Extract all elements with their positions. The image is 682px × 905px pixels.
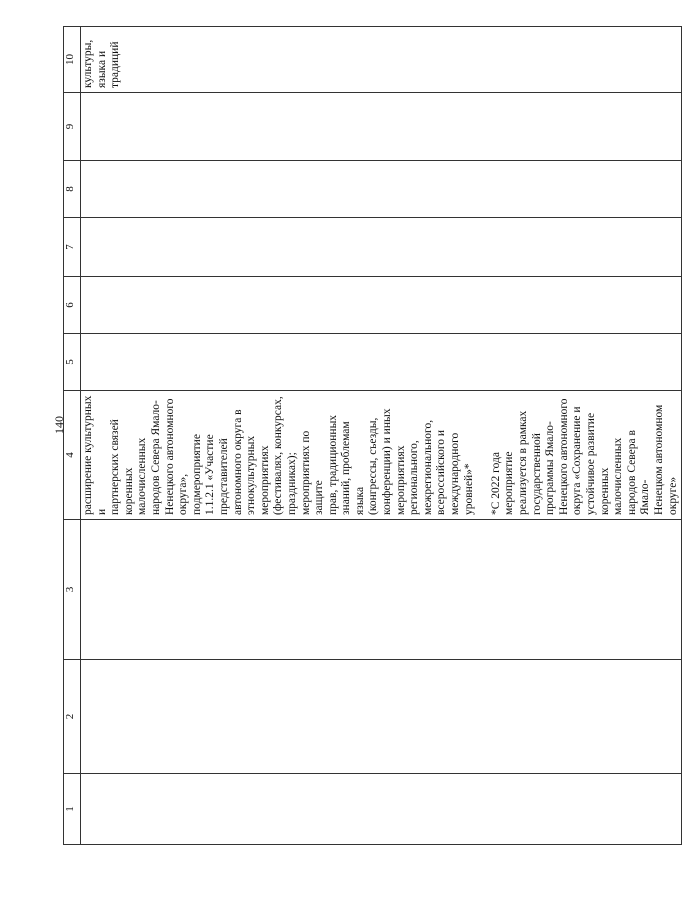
column-header-8: 8	[64, 161, 81, 218]
column-header-3: 3	[64, 520, 81, 660]
column-header-5: 5	[64, 334, 81, 391]
cell-col-6	[81, 277, 682, 334]
cell-col-8	[81, 161, 682, 218]
cell-col-10: культуры, языка и традиций	[81, 27, 682, 93]
table-container	[63, 27, 679, 845]
column-header-1: 1	[64, 774, 81, 845]
column-header-2: 2	[64, 660, 81, 774]
cell-col-5	[81, 334, 682, 391]
table-row	[81, 27, 682, 845]
cell-col-9	[81, 93, 682, 161]
page-number: 140	[52, 416, 66, 434]
cell-col-7	[81, 218, 682, 277]
cell-col-1	[81, 774, 682, 845]
column-header-4: 4	[64, 391, 81, 520]
data-table	[63, 26, 682, 845]
column-header-10: 10	[64, 27, 81, 93]
header-row	[64, 27, 81, 845]
column-header-7: 7	[64, 218, 81, 277]
column-header-9: 9	[64, 93, 81, 161]
cell-col-3	[81, 520, 682, 660]
cell-col-2	[81, 660, 682, 774]
cell-col-4: расширение культурных и партнерских связей коренных малочисленных народов Севера Ямало- Ненецкого автономного округа», подмероприятие 1.1.2.1 «Участие представителей автономного округа в этнокультурных мероприятиях (фестивалях, конкурсах, праздниках); мероприятиях по защите прав, традиционных знаний, проблемам языка (конгрессы, съезды, конференции) и иных мероприятиях регионального, межрегионального, всероссийского и международного уровней»* *С 2022 года мероприятие реализуется в рамках государственной программы Ямало- Ненецкого автономного округа «Сохранение и устойчивое развитие коренных малочисленных народов Севера в Ямало- Ненецком автономном округе»	[81, 391, 682, 520]
column-header-6: 6	[64, 277, 81, 334]
